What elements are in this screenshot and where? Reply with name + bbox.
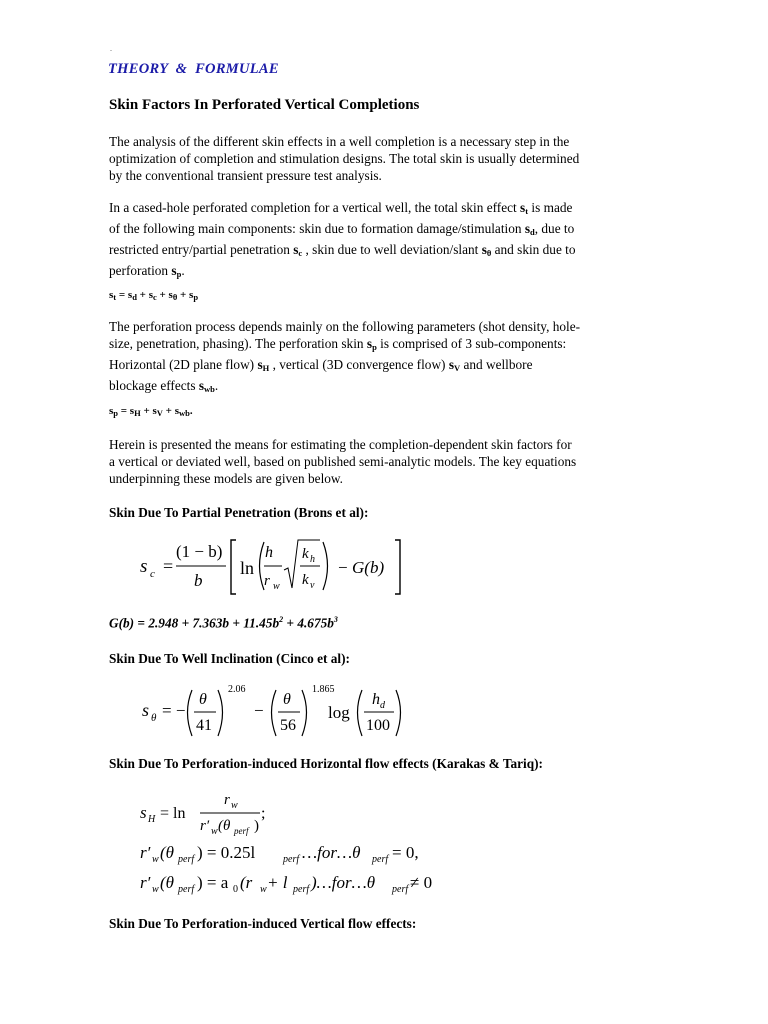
text-span: In a cased-hole perforated completion for a vertical well, the total skin effect	[109, 200, 521, 215]
svg-text:2.06: 2.06	[228, 684, 246, 695]
svg-text:;: ;	[261, 805, 266, 822]
equation-gb: $G(b) = 2.948 + 7.363b + 11.45b^2 + 4.675b^3$	[109, 615, 338, 631]
text-span: , skin due to well deviation/slant	[302, 242, 482, 257]
equation-perforation-skin: $s_p = s_H + s_V + s_{wb}$.	[109, 405, 193, 418]
symbol-sc: $s_c$	[293, 242, 303, 258]
svg-text:θ: θ	[151, 712, 157, 724]
svg-text:w: w	[260, 884, 267, 895]
svg-text:k: k	[302, 546, 309, 562]
svg-text:h: h	[372, 691, 380, 708]
svg-text:−: −	[338, 558, 348, 577]
svg-text:w: w	[152, 884, 159, 895]
svg-text:v: v	[310, 580, 315, 591]
svg-text:0: 0	[233, 884, 238, 895]
text-line: underpinning these models are given below.	[109, 471, 343, 486]
svg-text:r′: r′	[140, 843, 151, 862]
equation-well-inclination	[130, 678, 410, 742]
symbol-stheta: $s_\theta$	[481, 242, 492, 258]
svg-text:≠ 0: ≠ 0	[410, 873, 433, 892]
svg-text:= ln: = ln	[160, 805, 186, 822]
svg-text:r′: r′	[140, 873, 151, 892]
svg-text:41: 41	[196, 717, 212, 734]
svg-text:=: =	[163, 556, 174, 576]
heading-horizontal-flow: Skin Due To Perforation-induced Horizontal flow effects (Karakas & Tariq):	[109, 756, 543, 771]
text-span: and skin due to	[491, 242, 576, 257]
svg-text:θ: θ	[199, 691, 207, 708]
text-span: is made	[528, 200, 573, 215]
text-line	[109, 262, 669, 283]
svg-text:= −: = −	[162, 701, 186, 720]
svg-text:H: H	[148, 814, 156, 825]
text-span: .	[181, 263, 185, 278]
svg-text:(θ: (θ	[160, 873, 175, 892]
text-line: The analysis of the different skin effects in a well completion is a necessary step in the	[109, 134, 570, 149]
text-line: blockage effects $s_{wb}$.	[109, 378, 219, 394]
svg-text:d: d	[380, 700, 385, 711]
svg-text:k: k	[302, 572, 309, 588]
symbol-sV: $s_V$	[448, 357, 461, 373]
svg-text:(1 − b): (1 − b)	[176, 542, 223, 561]
symbol-sH: $s_H$	[257, 357, 270, 373]
section-heading-theory: THEORY & FORMULAE	[108, 61, 279, 77]
svg-text:100: 100	[366, 717, 390, 734]
equation-partial-penetration	[130, 530, 410, 602]
symbol-sp: $s_p$	[171, 263, 182, 279]
svg-text:perf: perf	[178, 884, 195, 895]
svg-text:perf: perf	[293, 884, 310, 895]
svg-text:s: s	[140, 803, 147, 822]
text-span: of the following main components: skin due to formation damage/stimulation	[109, 221, 525, 236]
paragraph-intro	[109, 133, 669, 184]
svg-text:…for…θ: …for…θ	[302, 843, 361, 862]
svg-text:b: b	[194, 571, 203, 590]
heading-vertical-flow: Skin Due To Perforation-induced Vertical flow effects:	[109, 916, 417, 931]
equation-total-skin: $s_t = s_d + s_c + s_\theta + s_p$	[109, 289, 199, 302]
svg-text:(r: (r	[240, 873, 253, 892]
svg-text:(θ: (θ	[160, 843, 175, 862]
svg-text:): )	[254, 818, 259, 834]
text-line	[109, 220, 669, 241]
svg-text:r′: r′	[200, 818, 210, 834]
equation-horizontal-flow	[130, 782, 450, 902]
svg-text:perf: perf	[283, 854, 300, 865]
text-line	[109, 241, 669, 262]
svg-text:ln: ln	[240, 558, 255, 578]
svg-text:θ: θ	[283, 691, 291, 708]
svg-text:r: r	[224, 792, 230, 808]
symbol-sd: $s_d$	[524, 221, 535, 237]
text-line: size, penetration, phasing). The perforation skin $s_p$ is comprised of 3 sub-components:	[109, 336, 567, 352]
page-dot: .	[110, 44, 112, 53]
text-line: Horizontal (2D plane flow) $s_H$ , vertical (3D convergence flow) $s_V$ and wellbore	[109, 357, 533, 373]
heading-well-inclination: Skin Due To Well Inclination (Cinco et al):	[109, 651, 350, 666]
svg-text:(θ: (θ	[218, 818, 231, 834]
symbol-swb: $s_{wb}$	[198, 378, 215, 394]
svg-text:perf: perf	[372, 854, 389, 865]
symbol-sp: $s_p$	[366, 336, 377, 352]
svg-text:perf: perf	[234, 826, 249, 836]
symbol-st: $s_t$	[520, 200, 529, 216]
svg-text:c: c	[150, 568, 155, 580]
svg-text:s: s	[142, 700, 150, 720]
svg-text:) = a: ) = a	[197, 873, 229, 892]
text-line: Herein is presented the means for estimating the completion-dependent skin factors for	[109, 437, 572, 452]
svg-text:h: h	[265, 544, 273, 561]
text-line	[109, 199, 669, 220]
svg-text:s: s	[140, 556, 148, 577]
svg-text:perf: perf	[178, 854, 195, 865]
paragraph-components	[109, 199, 669, 283]
svg-text:w: w	[152, 854, 159, 865]
page-title: Skin Factors In Perforated Vertical Completions	[109, 97, 420, 113]
svg-text:w: w	[273, 581, 280, 592]
svg-text:1.865: 1.865	[312, 684, 335, 695]
svg-text:= 0,: = 0,	[392, 843, 419, 862]
svg-text:)…for…θ: )…for…θ	[311, 873, 376, 892]
paragraph-perforation	[109, 318, 669, 398]
text-line: The perforation process depends mainly on the following parameters (shot density, hole-	[109, 319, 581, 334]
text-span: restricted entry/partial penetration	[109, 242, 294, 257]
svg-text:log: log	[328, 703, 350, 722]
svg-text:−: −	[254, 701, 264, 720]
svg-text:G(b): G(b)	[352, 558, 385, 577]
paragraph-method	[109, 436, 669, 487]
text-line: optimization of completion and stimulation designs. The total skin is usually determined	[109, 151, 580, 166]
svg-text:) = 0.25l: ) = 0.25l	[197, 843, 256, 862]
svg-text:w: w	[231, 800, 238, 811]
text-line: a vertical or deviated well, based on published semi-analytic models. The key equations	[109, 454, 577, 469]
heading-partial-penetration: Skin Due To Partial Penetration (Brons et al):	[109, 505, 369, 520]
svg-text:+ l: + l	[267, 873, 288, 892]
text-line: by the conventional transient pressure test analysis.	[109, 168, 382, 183]
text-span: , due to	[534, 221, 575, 236]
svg-text:perf: perf	[392, 884, 409, 895]
svg-text:r: r	[264, 573, 270, 589]
text-span: perforation	[109, 263, 172, 278]
svg-text:h: h	[310, 554, 315, 565]
svg-text:w: w	[211, 826, 218, 837]
svg-text:56: 56	[280, 717, 296, 734]
